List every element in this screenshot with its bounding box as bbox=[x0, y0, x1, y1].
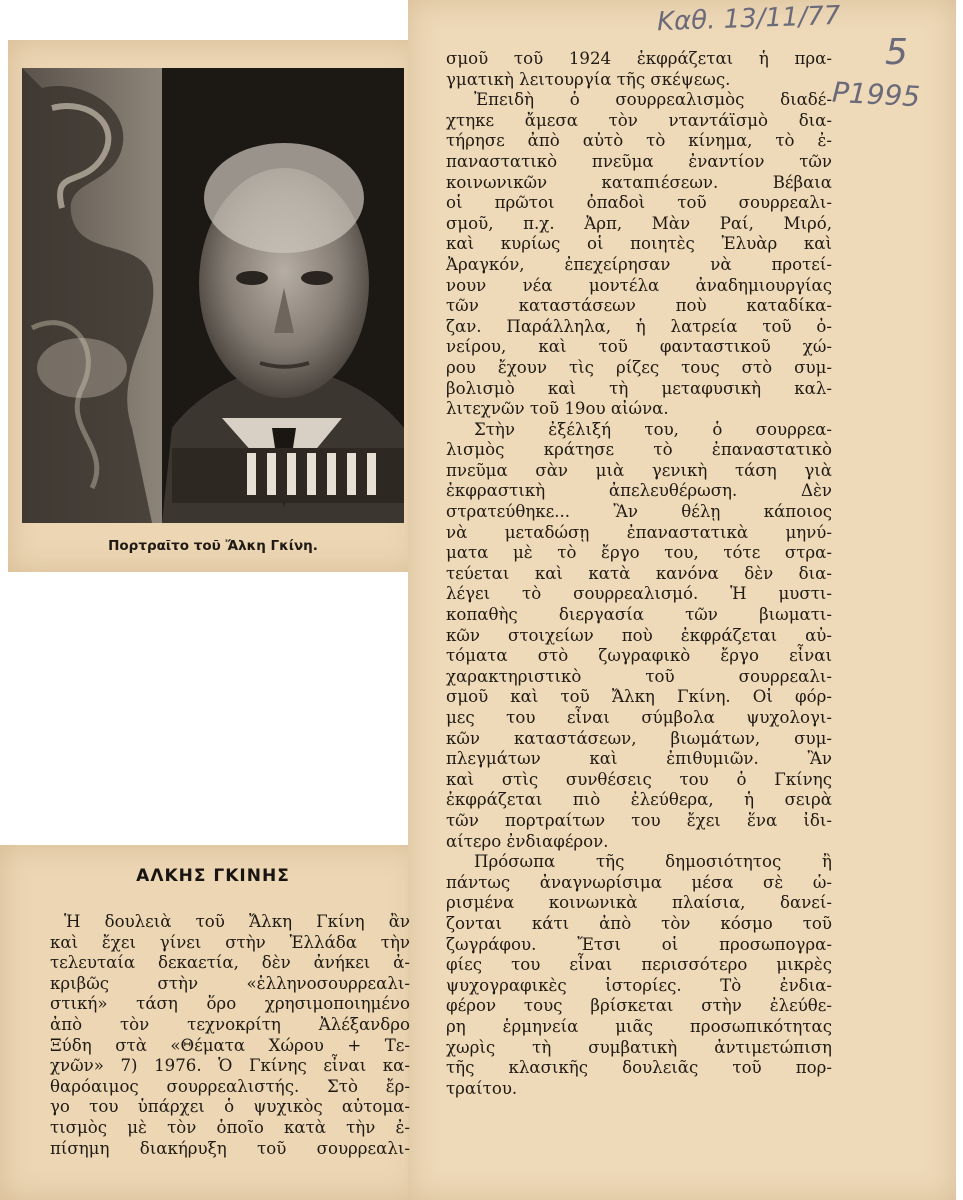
text-line: οἱ πρῶτοι ὀπαδοὶ τοῦ σουρρεαλι- bbox=[446, 193, 832, 213]
text-line: ρη ἑρμηνεία μιᾶς προσωπικότητας bbox=[446, 1016, 832, 1036]
text-line: σμοῦ τοῦ 1924 ἐκφράζεται ἡ πρα- bbox=[446, 49, 832, 68]
text-line: γματικὴ λειτουργία τῆς σκέψεως. bbox=[446, 69, 731, 89]
text-line: τήρησε ἀπὸ αὐτὸ τὸ κίνημα, τὸ ἐ- bbox=[446, 131, 832, 151]
text-line: τῶν πορτραίτων του ἔχει ἕνα ἰδι- bbox=[446, 810, 832, 830]
text-line: φίες του εἶναι περισσότερο μικρὲς bbox=[446, 955, 832, 975]
text-line: νουν νέα μοντέλα ἀναδημιουργίας bbox=[446, 275, 832, 295]
text-line: Ἀραγκόν, ἐπεχείρησαν νὰ προτεί- bbox=[446, 254, 832, 274]
text-line: λιτεχνῶν τοῦ 19ου αἰώνα. bbox=[446, 399, 669, 419]
text-line: τελευταία δεκαετία, δὲν ἀνήκει ἀ- bbox=[50, 953, 410, 973]
text-line: ματα μὲ τὸ ἔργο του, τότε στρα- bbox=[446, 543, 832, 563]
text-line: τεύεται καὶ κατὰ κανόνα δὲν δια- bbox=[446, 563, 832, 583]
text-line: ψυχογραφικὲς ἱστορίες. Τὸ ἐνδια- bbox=[446, 975, 832, 995]
text-line: κοπαθὴς διεργασία τῶν βιωματι- bbox=[446, 605, 832, 625]
handwritten-page-number: 5 bbox=[885, 32, 908, 73]
article-headline: ΑΛΚΗΣ ΓΚΙΝΗΣ bbox=[136, 866, 290, 886]
text-line: κῶν καταστάσεων, βιωμάτων, συμ- bbox=[446, 728, 832, 748]
text-line: πνεῦμα σὰν μιὰ γενικὴ τάση γιὰ bbox=[446, 460, 832, 480]
text-line: νείρου, καὶ τοῦ φανταστικοῦ χώ- bbox=[446, 337, 832, 357]
article-left-column bbox=[50, 912, 410, 1159]
text-line: τῶν καταστάσεων ποὺ καταδίκα- bbox=[446, 296, 832, 316]
text-line: Στὴν ἐξέλιξή του, ὁ σουρρεα- bbox=[474, 419, 832, 439]
text-line: καὶ ἔχει γίνει στὴν Ἑλλάδα τὴν bbox=[50, 932, 410, 952]
portrait-image bbox=[22, 68, 404, 523]
text-line: πάντως ἀναγνωρίσιμα μέσα σὲ ὡ- bbox=[446, 872, 832, 892]
text-line: τῆς κλασικῆς δουλειᾶς τοῦ πορ- bbox=[446, 1058, 832, 1078]
text-line: Πρόσωπα τῆς δημοσιότητος ἢ bbox=[474, 852, 832, 872]
article-right-column bbox=[446, 49, 832, 1099]
text-line: κοινωνικῶν καταπιέσεων. Βέβαια bbox=[446, 172, 832, 192]
text-line: ζωγράφου. Ἔτσι οἱ προσωπογρα- bbox=[446, 934, 832, 954]
text-line: Ἡ δουλειὰ τοῦ Ἄλκη Γκίνη ἂν bbox=[64, 912, 410, 931]
text-line: καὶ στὶς συνθέσεις του ὁ Γκίνης bbox=[446, 769, 832, 789]
text-line: παναστατικὸ πνεῦμα ἐναντίον τῶν bbox=[446, 151, 832, 171]
text-line: ζαν. Παράλληλα, ἡ λατρεία τοῦ ὀ- bbox=[446, 316, 832, 336]
text-line: φέρον τους βρίσκεται στὴν ἐλεύθε- bbox=[446, 996, 832, 1016]
text-line: χωρὶς τὴ συμβατικὴ ἀντιμετώπιση bbox=[446, 1037, 832, 1057]
text-line: κριβῶς στὴν «ἑλληνοσουρρεαλι- bbox=[50, 973, 410, 993]
text-line: αίτερο ἐνδιαφέρον. bbox=[446, 831, 609, 851]
text-line: ζονται κάτι ἀπὸ τὸν κόσμο τοῦ bbox=[446, 913, 832, 933]
text-line: ἀπὸ τὸν τεχνοκρίτη Ἀλέξανδρο bbox=[50, 1014, 410, 1034]
handwritten-date: Καθ. 13/11/77 bbox=[656, 0, 841, 38]
text-line: χνῶν» 7) 1976. Ὁ Γκίνης εἶναι κα- bbox=[50, 1056, 410, 1076]
text-line: πίσημη διακήρυξη τοῦ σουρρεαλι- bbox=[50, 1138, 410, 1158]
handwritten-catalog-code: P1995 bbox=[831, 75, 921, 114]
text-line: ἐκφραστικὴ ἀπελευθέρωση. Δὲν bbox=[446, 481, 832, 501]
text-line: τραίτου. bbox=[446, 1078, 518, 1098]
text-line: νὰ μεταδώσῃ ἐπαναστατικὰ μηνύ- bbox=[446, 522, 832, 542]
text-line: ρου ἔχουν τὶς ρίζες τους στὸ συμ- bbox=[446, 357, 832, 377]
text-line: στική» τάση ὅρο χρησιμοποιημένο bbox=[50, 994, 410, 1014]
portrait-caption: Πορτραῖτο τοῦ Ἄλκη Γκίνη. bbox=[108, 538, 318, 554]
text-line: σμοῦ, π.χ. Ἀρπ, Μὰν Ραί, Μιρό, bbox=[446, 213, 832, 233]
text-line: στρατεύθηκε... Ἂν θέλῃ κάποιος bbox=[446, 502, 832, 522]
text-line: Ξύδη στὰ «Θέματα Χώρου + Τε- bbox=[50, 1035, 410, 1055]
text-line: λισμὸς κράτησε τὸ ἐπαναστατικὸ bbox=[446, 440, 832, 460]
text-line: χαρακτηριστικὸ τοῦ σουρρεαλι- bbox=[446, 666, 832, 686]
text-line: κῶν στοιχείων ποὺ ἐκφράζεται αὐ- bbox=[446, 625, 832, 645]
text-line: βολισμὸ καὶ τὴ μεταφυσικὴ καλ- bbox=[446, 378, 832, 398]
text-line: καὶ κυρίως οἱ ποιητὲς Ἐλυὰρ καὶ bbox=[446, 234, 832, 254]
text-line: ἐκφράζεται πιὸ ἐλεύθερα, ἡ σειρὰ bbox=[446, 790, 832, 810]
portrait-painting-illustration bbox=[22, 68, 404, 523]
text-line: τισμὸς μὲ τὸν ὁποῖο κατὰ τὴν ἐ- bbox=[50, 1117, 410, 1137]
text-line: ρισμένα κοινωνικὰ πλαίσια, δανεί- bbox=[446, 893, 832, 913]
text-line: μες του εἶναι σύμβολα ψυχολογι- bbox=[446, 708, 832, 727]
text-line: πλεγμάτων καὶ ἐπιθυμιῶν. Ἂν bbox=[446, 749, 832, 769]
text-line: λέγει τὸ σουρρεαλισμό. Ἡ μυστι- bbox=[446, 584, 832, 604]
text-line: γο του ὑπάρχει ὁ ψυχικὸς αὐτομα- bbox=[50, 1097, 410, 1117]
text-line: σμοῦ καὶ τοῦ Ἄλκη Γκίνη. Οἱ φόρ- bbox=[446, 687, 832, 707]
text-line: θαρόαιμος σουρρεαλιστής. Στὸ ἔρ- bbox=[50, 1076, 410, 1096]
text-line: Ἐπειδὴ ὁ σουρρεαλισμὸς διαδέ- bbox=[474, 90, 832, 110]
text-line: χτηκε ἄμεσα τὸν νταντάϊσμὸ δια- bbox=[446, 110, 832, 130]
text-line: τόματα στὸ ζωγραφικὸ ἔργο εἶναι bbox=[446, 646, 832, 666]
